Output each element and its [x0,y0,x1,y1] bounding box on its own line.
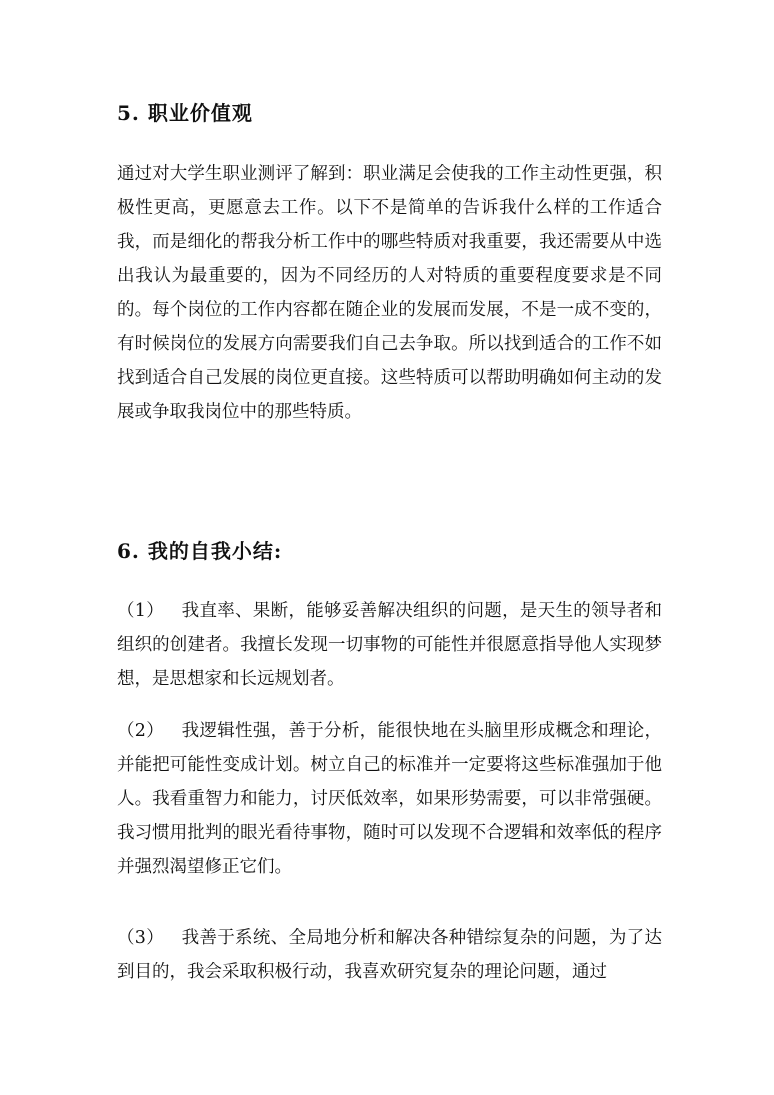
summary-item-number: （2） [117,721,165,741]
summary-item-text: 我直率、果断，能够妥善解决组织的问题，是天生的领导者和组织的创建者。我擅长发现一切事物的可能性并很愿意指导他人实现梦想，是思想家和长远规划者。 [117,601,662,689]
career-values-paragraph: 通过对大学生职业测评了解到：职业满足会使我的工作主动性更强，积极性更高，更愿意去工作。以下不是简单的告诉我什么样的工作适合我，而是细化的帮我分析工作中的哪些特质对我重要，我还需要从中选出我认为最重要的，因为不同经历的人对特质的重要程度要求是不同的。每个岗位的工作内容都在随企业的发展而发展，不是一成不变的，有时候岗位的发展方向需要我们自己去争取。所以找到适合的工作不如找到适合自己发展的岗位更直接。这些特质可以帮助明确如何主动的发展或争取我岗位中的那些特质。 [117,164,662,422]
summary-item [117,714,662,884]
summary-item-gap [164,721,182,741]
section-heading-self-summary: 6. 我的自我小结: [117,539,283,563]
summary-item [117,921,662,989]
summary-item-number: （1） [117,601,165,621]
summary-item [117,594,662,696]
summary-item-gap [164,928,182,948]
summary-item-number: （3） [117,928,165,948]
section-heading-career-values: 5. 职业价值观 [117,101,253,125]
summary-item-text: 我逻辑性强，善于分析，能很快地在头脑里形成概念和理论，并能把可能性变成计划。树立自己的标准并一定要将这些标准强加于他人。我看重智力和能力，讨厌低效率，如果形势需要，可以非常强硬。我习惯用批判的眼光看待事物，随时可以发现不合逻辑和效率低的程序并强烈渴望修正它们。 [117,721,662,877]
summary-item-gap [164,601,182,621]
summary-item-text: 我善于系统、全局地分析和解决各种错综复杂的问题，为了达到目的，我会采取积极行动，我喜欢研究复杂的理论问题，通过 [117,928,662,982]
